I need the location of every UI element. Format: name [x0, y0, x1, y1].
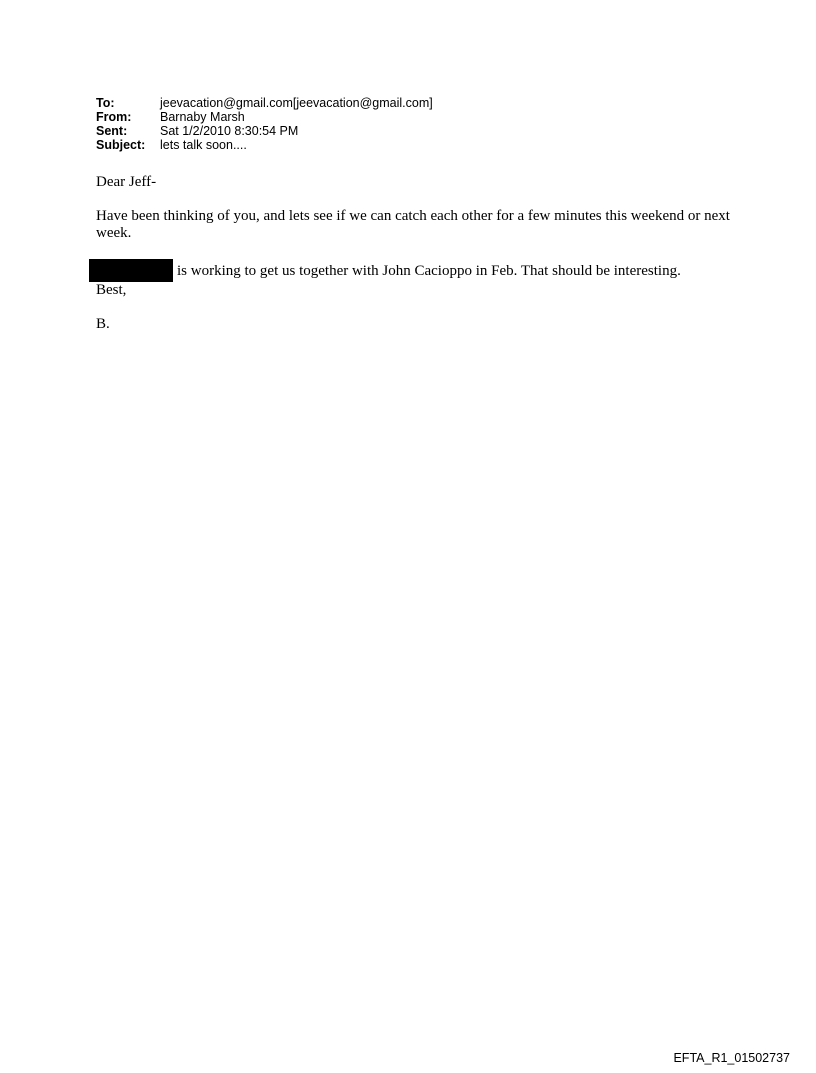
greeting: Dear Jeff- [96, 174, 157, 190]
sent-label: Sent: [96, 124, 128, 138]
to-value: jeevacation@gmail.com[jeevacation@gmail.com] [160, 96, 433, 110]
closing: Best, [96, 282, 127, 298]
redaction-block [89, 259, 173, 282]
from-row [96, 110, 433, 124]
body-paragraph-2-text: is working to get us together with John Cacioppo in Feb. That should be interesting. [177, 263, 681, 279]
subject-row [96, 138, 433, 152]
signature: B. [96, 316, 110, 332]
paragraph-spacer [96, 299, 736, 316]
email-header [96, 96, 433, 152]
from-value: Barnaby Marsh [160, 110, 245, 124]
document-id: EFTA_R1_01502737 [673, 1051, 790, 1065]
to-row [96, 96, 433, 110]
sent-value: Sat 1/2/2010 8:30:54 PM [160, 124, 299, 138]
paragraph-spacer [96, 191, 736, 208]
email-body [96, 174, 736, 333]
body-paragraph-2 [89, 259, 736, 282]
from-label: From: [96, 110, 132, 124]
paragraph-spacer [96, 242, 736, 259]
sent-row [96, 124, 433, 138]
subject-value: lets talk soon.... [160, 138, 247, 152]
to-label: To: [96, 96, 115, 110]
body-paragraph-1: Have been thinking of you, and lets see if we can catch each other for a few minutes this weekend or next week. [96, 208, 730, 241]
subject-label: Subject: [96, 138, 146, 152]
